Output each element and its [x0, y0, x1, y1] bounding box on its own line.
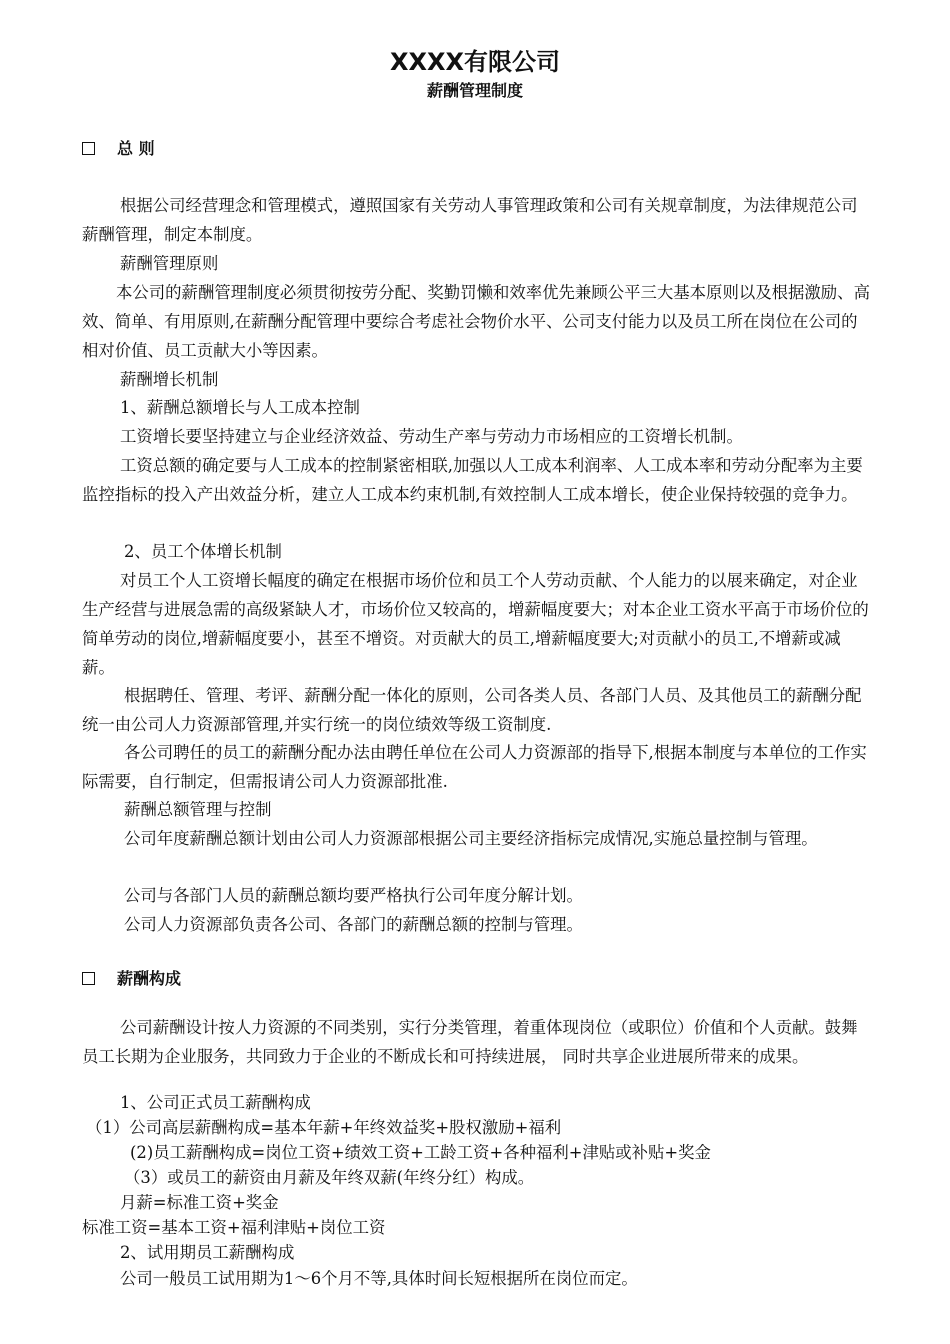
section-heading-label: 薪酬构成	[117, 969, 182, 988]
checkbox-square-icon	[82, 142, 95, 155]
subheading: 2、试用期员工薪酬构成	[120, 1243, 295, 1262]
paragraph: 工资总额的确定要与人工成本的控制紧密相联,加强以人工成本利润率、人工成本率和劳动分配率为主要监控指标的投入产出效益分析，建立人工成本约束机制,有效控制人工成本增长，使企业保持较强的竞争力。	[82, 456, 863, 504]
formula: 月薪=标准工资+奖金	[120, 1193, 279, 1212]
checkbox-square-icon	[82, 972, 95, 985]
subheading: 2、员工个体增长机制	[124, 542, 282, 561]
section-heading-general	[82, 138, 155, 160]
document-title: XXXX有限公司	[389, 48, 560, 76]
paragraph: 公司薪酬设计按人力资源的不同类别，实行分类管理，着重体现岗位（或职位）价值和个人贡献。鼓舞员工长期为企业服务，共同致力于企业的不断成长和可持续进展， 同时共享企业进展所带来的成果。	[82, 1018, 858, 1066]
document-subtitle: 薪酬管理制度	[426, 81, 523, 100]
paragraph: 工资增长要坚持建立与企业经济效益、劳动生产率与劳动力市场相应的工资增长机制。	[120, 427, 743, 446]
subheading: 1、薪酬总额增长与人工成本控制	[120, 398, 360, 417]
subheading: 薪酬管理原则	[120, 254, 219, 273]
list-item: （3）或员工的薪资由月薪及年终双薪(年终分红）构成。	[124, 1168, 535, 1187]
section-heading-compensation	[82, 968, 181, 990]
section-heading-label: 总 则	[117, 139, 155, 158]
formula: 标准工资=基本工资+福利津贴+岗位工资	[82, 1218, 386, 1237]
paragraph: 根据聘任、管理、考评、薪酬分配一体化的原则，公司各类人员、各部门人员、及其他员工的薪酬分配统一由公司人力资源部管理,并实行统一的岗位绩效等级工资制度.	[82, 686, 862, 734]
subheading: 1、公司正式员工薪酬构成	[120, 1093, 311, 1112]
list-item: (2)员工薪酬构成=岗位工资+绩效工资+工龄工资+各种福利+津贴或补贴+奖金	[130, 1143, 711, 1162]
subheading: 薪酬总额管理与控制	[124, 800, 272, 819]
paragraph: 本公司的薪酬管理制度必须贯彻按劳分配、奖勤罚懒和效率优先兼顾公平三大基本原则以及根据激励、高效、简单、有用原则,在薪酬分配管理中要综合考虑社会物价水平、公司支付能力以及员工所在岗位在公司的相对价值、员工贡献大小等因素。	[82, 283, 870, 360]
paragraph: 公司与各部门人员的薪酬总额均要严格执行公司年度分解计划。	[124, 886, 583, 905]
list-item: （1）公司高层薪酬构成=基本年薪+年终效益奖+股权激励+福利	[86, 1118, 562, 1137]
subheading: 薪酬增长机制	[120, 370, 219, 389]
paragraph: 根据公司经营理念和管理模式，遵照国家有关劳动人事管理政策和公司有关规章制度，为法律规范公司薪酬管理，制定本制度。	[82, 196, 858, 244]
paragraph: 公司年度薪酬总额计划由公司人力资源部根据公司主要经济指标完成情况,实施总量控制与管理。	[124, 829, 818, 848]
paragraph: 对员工个人工资增长幅度的确定在根据市场价位和员工个人劳动贡献、个人能力的以展来确定，对企业生产经营与进展急需的高级紧缺人才，市场价位又较高的，增薪幅度要大；对本企业工资水平高于市场价位的简单劳动的岗位,增薪幅度要小，甚至不增资。对贡献大的员工,增薪幅度要大;对贡献小的员工,不增薪或减薪。	[82, 571, 869, 677]
paragraph: 公司一般员工试用期为1～6个月不等,具体时间长短根据所在岗位而定。	[120, 1269, 638, 1288]
paragraph: 公司人力资源部负责各公司、各部门的薪酬总额的控制与管理。	[124, 915, 583, 934]
paragraph: 各公司聘任的员工的薪酬分配办法由聘任单位在公司人力资源部的指导下,根据本制度与本单位的工作实际需要，自行制定，但需报请公司人力资源部批准.	[82, 743, 867, 791]
